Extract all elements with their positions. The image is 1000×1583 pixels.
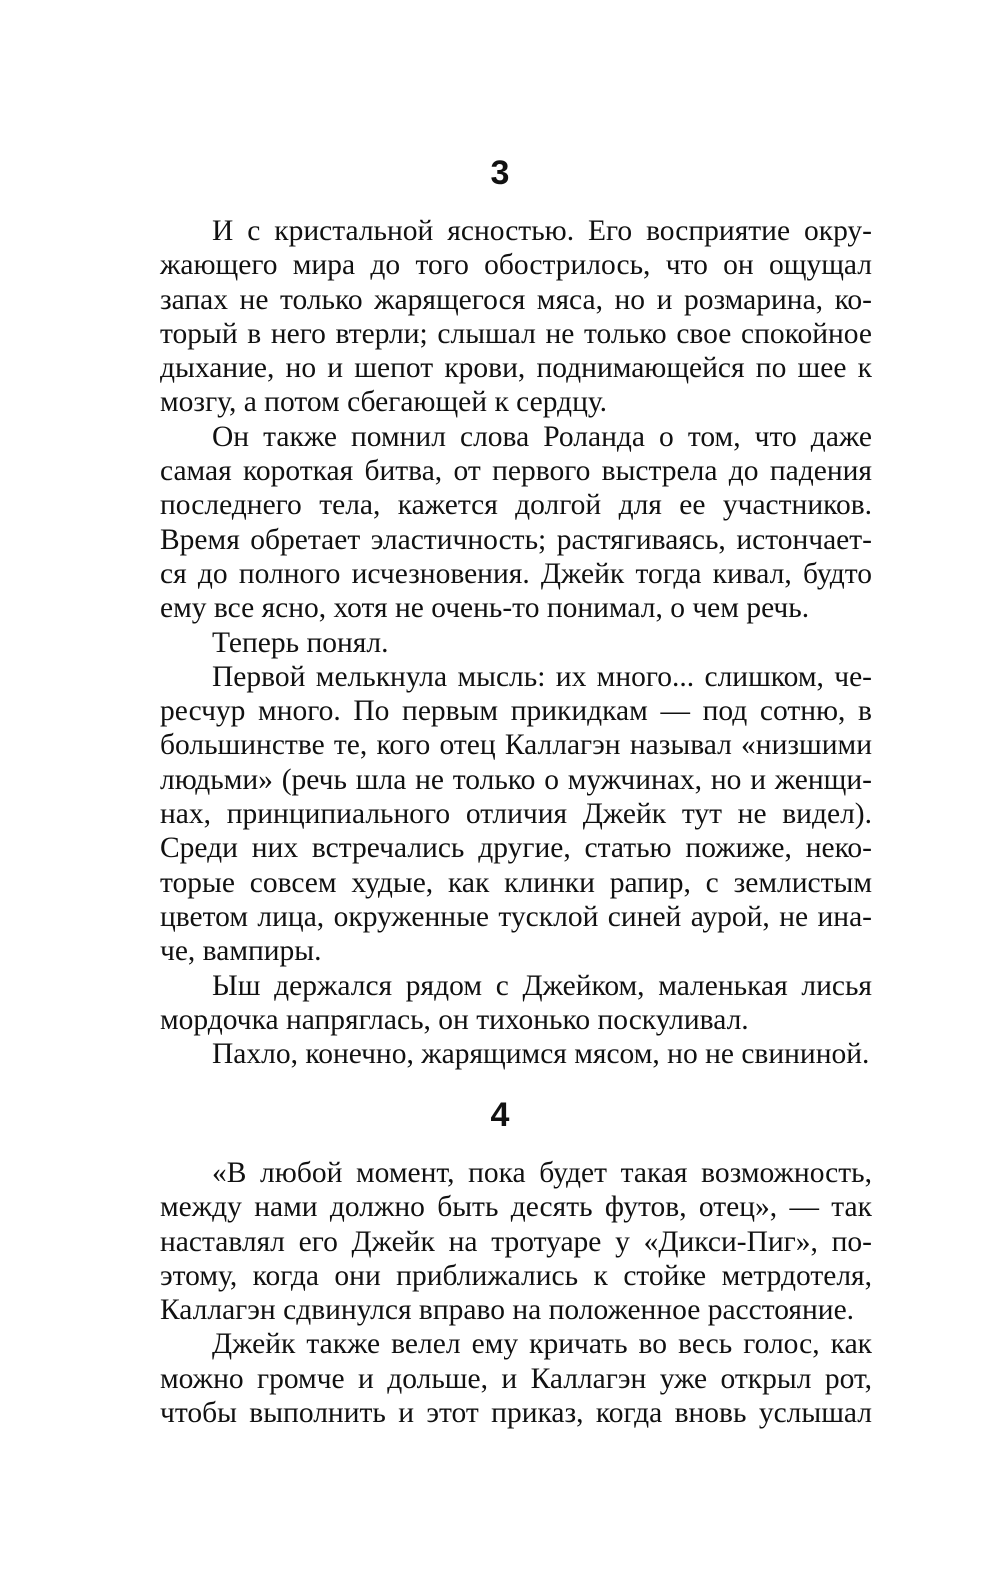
text-line: самая короткая битва, от первого выстрела до падения — [160, 455, 872, 488]
text-line: цветом лица, окруженные тусклой синей аурой, не ина- — [160, 900, 872, 933]
section-number-3: 3 — [490, 154, 510, 192]
paragraph — [160, 660, 872, 969]
paragraph — [160, 1327, 872, 1430]
text-line: Пахло, конечно, жарящимся мясом, но не свининой. — [212, 1038, 870, 1071]
text-line: между нами должно быть десять футов, отец», — так — [160, 1191, 872, 1224]
text-line: Ыш держался рядом с Джейком, маленькая лисья — [212, 969, 872, 1002]
text-line: Среди них встречались другие, статью пожиже, неко- — [160, 832, 872, 865]
text-line: ресчур много. По первым прикидкам — под сотню, в — [160, 695, 872, 728]
text-line: можно громче и дольше, и Каллагэн уже открыл рот, — [160, 1362, 872, 1395]
text-line: Каллагэн сдвинулся вправо на положенное расстояние. — [160, 1294, 855, 1327]
text-line: чтобы выполнить и этот приказ, когда вновь услышал — [160, 1397, 872, 1430]
text-line: жающего мира до того обострилось, что он ощущал — [160, 249, 872, 282]
paragraph — [160, 969, 872, 1038]
text-line: Джейк также велел ему кричать во весь голос, как — [212, 1328, 872, 1361]
text-line: наставлял его Джейк на тротуаре у «Дикси-Пиг», по- — [160, 1225, 872, 1258]
text-line: мордочка напряглась, он тихонько поскуливал. — [160, 1003, 749, 1036]
paragraph — [160, 626, 872, 660]
text-line: запах не только жарящегося мяса, но и розмарина, ко- — [160, 283, 872, 316]
text-line: Теперь понял. — [212, 626, 389, 659]
text-line: торый в него втерли; слышал не только свое спокойное — [160, 317, 872, 350]
paragraph — [160, 1037, 872, 1071]
section-number-4: 4 — [490, 1096, 510, 1134]
text-line: Он также помнил слова Роланда о том, что даже — [212, 420, 872, 453]
text-line: дыхание, но и шепот крови, поднимающейся по шее к — [160, 352, 872, 385]
section-3-body — [160, 214, 872, 1071]
text-line: ся до полного исчезновения. Джейк тогда кивал, будто — [160, 557, 872, 590]
text-line: последнего тела, кажется долгой для ее участников. — [160, 489, 872, 522]
text-line: ему все ясно, хотя не очень-то понимал, о чем речь. — [160, 592, 810, 625]
paragraph — [160, 420, 872, 626]
text-line: торые совсем худые, как клинки рапир, с землистым — [160, 866, 872, 899]
text-line: нах, принципиального отличия Джейк тут не видел). — [160, 798, 872, 831]
text-line: И с кристальной ясностью. Его восприятие окру- — [212, 215, 872, 247]
text-line: этому, когда они приближались к стойке метрдотеля, — [160, 1259, 872, 1292]
text-line: че, вампиры. — [160, 935, 322, 968]
text-line: Первой мелькнула мысль: их много... слишком, че- — [212, 660, 872, 693]
paragraph — [160, 214, 872, 420]
text-line: мозгу, а потом сбегающей к сердцу. — [160, 386, 608, 419]
section-4-body — [160, 1156, 872, 1430]
text-line: большинстве те, кого отец Каллагэн называл «низшими — [160, 729, 872, 762]
paragraph — [160, 1156, 872, 1327]
text-line: людьми» (речь шла не только о мужчинах, но и женщи- — [160, 763, 872, 796]
text-line: «В любой момент, пока будет такая возможность, — [212, 1157, 872, 1189]
text-line: Время обретает эластичность; растягиваясь, истончает- — [160, 523, 872, 556]
